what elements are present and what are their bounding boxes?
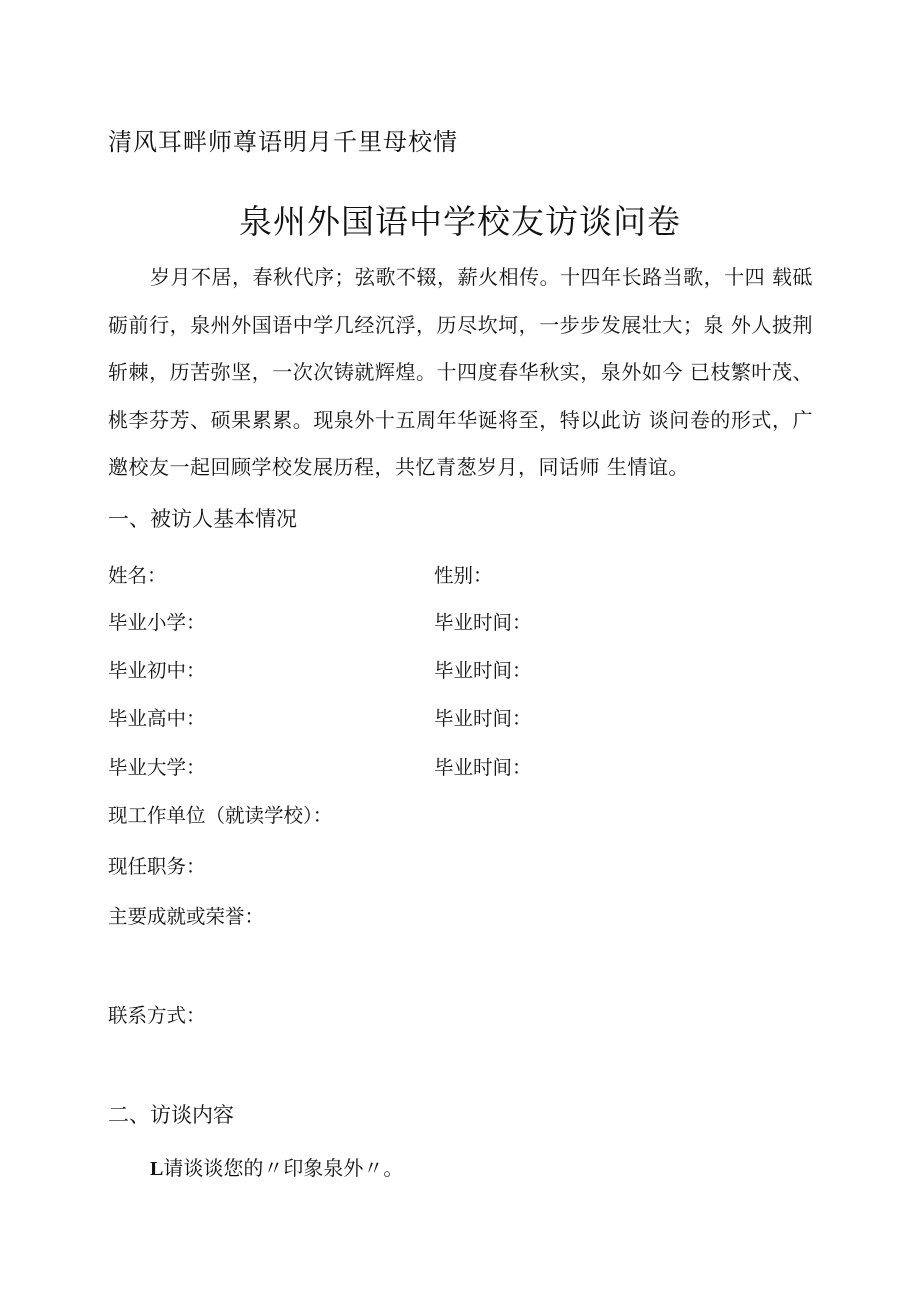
question-1-text: 请谈谈您的〃印象泉外〃。 (163, 1156, 404, 1180)
field-primary-time-label: 毕业时间： (434, 611, 532, 634)
field-primary-school-label: 毕业小学： (108, 611, 206, 634)
field-gender-label: 性别： (434, 564, 493, 587)
section-heading-basic-info: 一、被访人基本情况 (108, 507, 297, 531)
field-workplace-label: 现工作单位（就读学校）： (108, 804, 333, 827)
field-contact-label: 联系方式： (108, 1004, 206, 1027)
field-university-time-label: 毕业时间： (434, 756, 532, 779)
field-university-label: 毕业大学： (108, 756, 206, 779)
question-1-number: L (150, 1158, 164, 1180)
field-senior-time-label: 毕业时间： (434, 707, 532, 730)
question-1 (150, 1152, 403, 1181)
intro-paragraph: 岁月不居，春秋代序；弦歌不辍，薪火相传。十四年长路当歌，十四 载砥砺前行，泉州外国语中学几经沉浮，历尽坎坷，一步步发展壮大；泉 外人披荆斩棘，历苦弥坚，一次次铸就辉煌。十四度春华秋实，泉外如今 已枝繁叶茂、桃李芬芳、硕果累累。现泉外十五周年华诞将至，特以此访 谈问卷的形式，广邀校友一起回顾学校发展历程，共忆青葱岁月，同话师 生情谊。 (108, 265, 813, 479)
field-junior-time-label: 毕业时间： (434, 659, 532, 682)
page-title: 泉州外国语中学校友访谈问卷 (239, 202, 681, 241)
field-junior-school-label: 毕业初中： (108, 659, 206, 682)
field-name-label: 姓名： (108, 564, 167, 587)
field-senior-school-label: 毕业高中： (108, 707, 206, 730)
field-achievements-label: 主要成就或荣誉： (108, 905, 265, 928)
section-heading-interview: 二、访谈内容 (108, 1103, 234, 1127)
field-position-label: 现任职务： (108, 855, 206, 878)
header-slogan: 清风耳畔师尊语明月千里母校情 (108, 128, 458, 156)
